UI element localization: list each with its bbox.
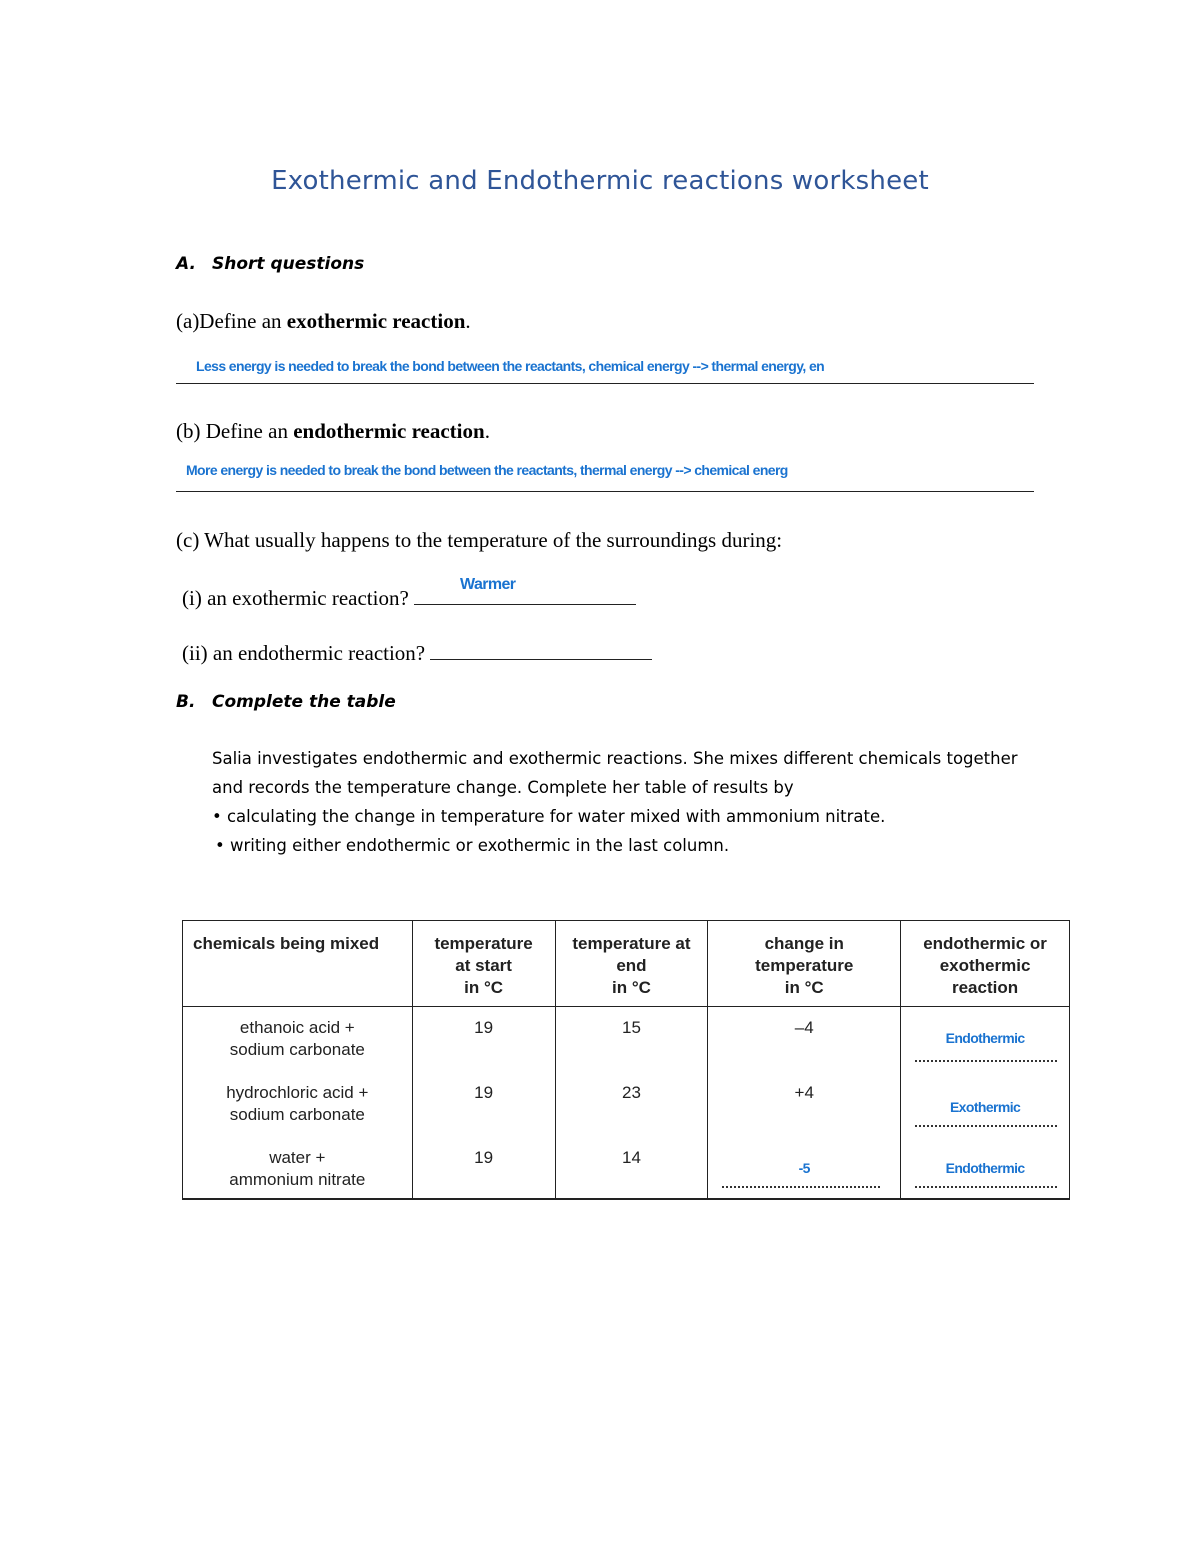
instructions-bullet-2 <box>215 831 1018 860</box>
question-b-term: endothermic reaction <box>293 419 485 443</box>
question-c-i <box>182 576 636 611</box>
chemical-line: ethanoic acid + <box>239 1018 355 1037</box>
cell-reaction-type[interactable] <box>901 1137 1070 1199</box>
header-line: end <box>616 956 647 975</box>
header-line: temperature <box>434 934 533 953</box>
section-b-letter: B. <box>176 692 196 712</box>
cell-temp-end: 15 <box>555 1007 708 1072</box>
header-chemicals-line: chemicals being mixed <box>193 934 380 953</box>
header-line: at start <box>455 956 512 975</box>
cell-temp-end: 23 <box>555 1072 708 1137</box>
answer-b[interactable]: More energy is needed to break the bond between the reactants, thermal energy --> chemical energ <box>186 462 788 478</box>
header-line: in °C <box>611 978 651 997</box>
bullet-2-text: writing either endothermic or exothermic in the last column. <box>229 836 730 855</box>
header-line: endothermic or <box>923 934 1047 953</box>
question-c-ii <box>182 637 652 666</box>
cell-temp-end: 14 <box>555 1137 708 1199</box>
cell-chemicals <box>183 1137 413 1199</box>
instructions-line-1: Salia investigates endothermic and exothermic reactions. She mixes different chemicals together <box>212 749 1018 768</box>
instructions-bullet-1 <box>212 802 1018 831</box>
header-line: exothermic <box>939 956 1031 975</box>
question-c-i-text: (i) an exothermic reaction? <box>182 586 409 610</box>
question-c: (c) What usually happens to the temperature of the surroundings during: <box>176 528 783 552</box>
answer-c-i-blank[interactable] <box>414 576 636 605</box>
table-row <box>183 1072 1070 1137</box>
section-a-letter: A. <box>176 254 196 274</box>
section-a-heading <box>176 254 364 274</box>
bullet-icon: • <box>215 836 225 855</box>
question-b-prefix: (b) Define an <box>176 419 294 443</box>
answer-a[interactable]: Less energy is needed to break the bond between the reactants, chemical energy --> thermal energy, en <box>196 358 825 374</box>
section-b-title: Complete the table <box>212 692 396 712</box>
cell-chemicals <box>183 1072 413 1137</box>
answer-dotted-line <box>722 1186 880 1188</box>
header-line: change in <box>764 934 844 953</box>
reaction-type-answer: Endothermic <box>945 1030 1025 1046</box>
header-line: in °C <box>784 978 824 997</box>
table-header-row <box>183 921 1070 1007</box>
bullet-1-text: calculating the change in temperature for water mixed with ammonium nitrate. <box>226 807 886 826</box>
question-c-ii-text: (ii) an endothermic reaction? <box>182 641 426 665</box>
chemical-line: hydrochloric acid + <box>226 1082 369 1102</box>
answer-a-line <box>176 383 1034 384</box>
header-line: temperature at <box>572 934 691 953</box>
cell-change: –4 <box>708 1007 901 1072</box>
cell-change[interactable] <box>708 1137 901 1199</box>
cell-reaction-type[interactable] <box>901 1072 1070 1137</box>
instructions-line-2: and records the temperature change. Complete her table of results by <box>212 778 794 797</box>
reaction-type-answer: Exothermic <box>949 1098 1021 1115</box>
cell-change: +4 <box>708 1072 901 1137</box>
section-a-title: Short questions <box>212 254 365 274</box>
header-line: temperature <box>755 956 854 975</box>
question-a-term: exothermic reaction <box>286 309 466 333</box>
answer-dotted-line <box>915 1186 1057 1188</box>
chemical-line: sodium carbonate <box>229 1104 365 1124</box>
header-temp-start <box>412 921 555 1007</box>
answer-c-i: Warmer <box>460 576 516 593</box>
answer-dotted-line <box>915 1125 1057 1127</box>
chemical-line: water + <box>269 1147 326 1167</box>
change-answer: -5 <box>798 1159 810 1176</box>
table-row <box>183 1007 1070 1072</box>
instructions <box>212 744 1018 860</box>
reaction-type-answer: Endothermic <box>945 1159 1025 1176</box>
cell-temp-start: 19 <box>412 1072 555 1137</box>
chemical-line: ammonium nitrate <box>229 1169 366 1189</box>
section-b-heading <box>176 692 396 712</box>
bullet-icon: • <box>212 807 222 826</box>
answer-dotted-line <box>915 1060 1057 1062</box>
header-change <box>708 921 901 1007</box>
page-title: Exothermic and Endothermic reactions worksheet <box>271 166 929 196</box>
cell-temp-start: 19 <box>412 1007 555 1072</box>
header-temp-end <box>555 921 708 1007</box>
header-chemicals <box>183 921 413 1007</box>
cell-chemicals <box>183 1007 413 1072</box>
chemical-line: sodium carbonate <box>229 1040 365 1059</box>
question-a-suffix: . <box>465 309 471 333</box>
header-reaction-type <box>901 921 1070 1007</box>
table-row <box>183 1137 1070 1199</box>
cell-temp-start: 19 <box>412 1137 555 1199</box>
question-a <box>176 309 471 334</box>
header-line: reaction <box>951 978 1019 997</box>
cell-reaction-type[interactable] <box>901 1007 1070 1072</box>
answer-c-ii-blank[interactable] <box>430 637 652 660</box>
header-line: in °C <box>464 978 504 997</box>
question-a-prefix: (a)Define an <box>176 309 287 333</box>
question-b-suffix: . <box>484 419 490 443</box>
question-b <box>176 419 490 444</box>
results-table <box>182 920 1070 1200</box>
answer-b-line <box>176 491 1034 492</box>
